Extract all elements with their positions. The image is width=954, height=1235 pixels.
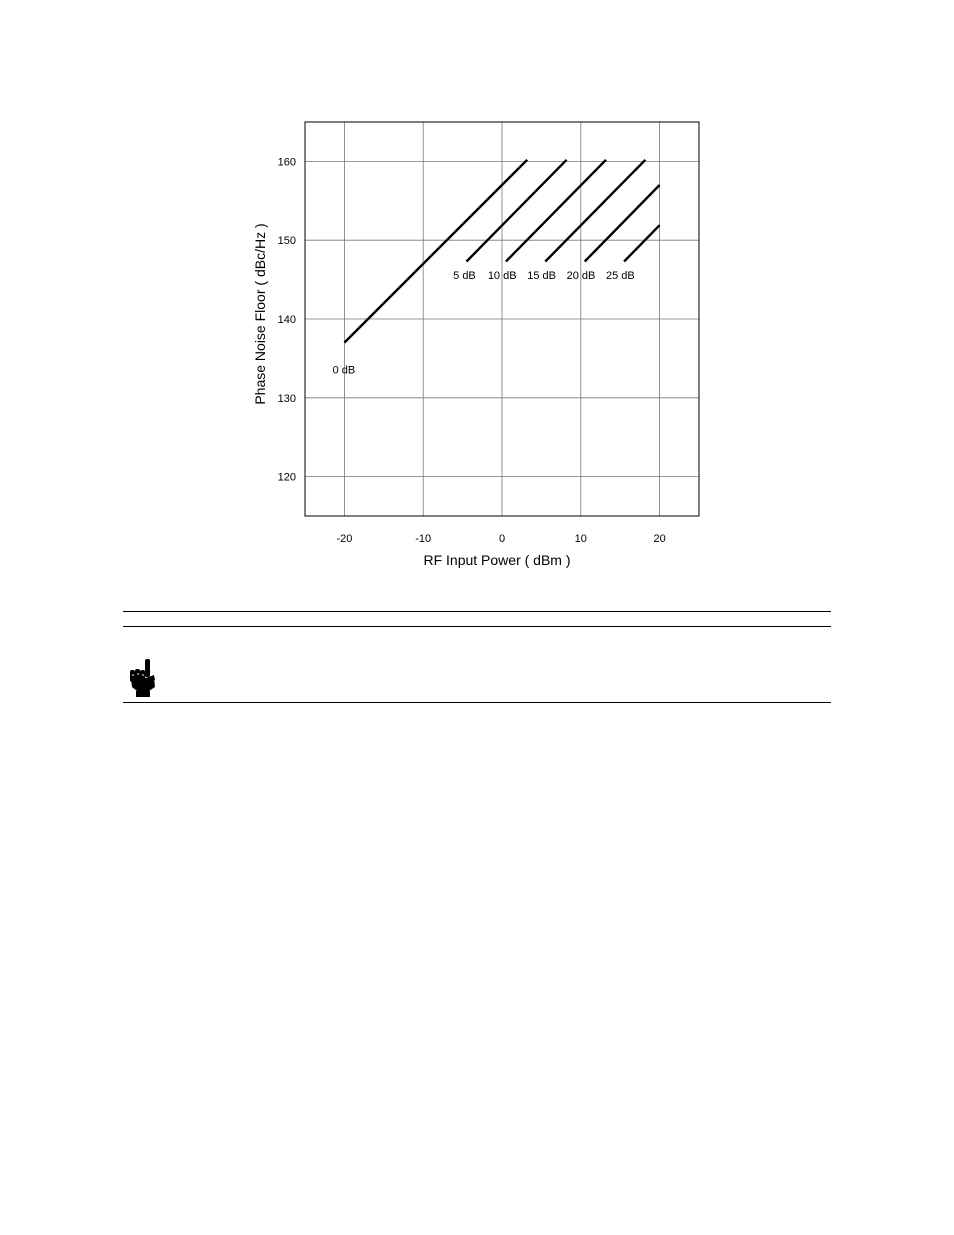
y-tick-label: 160	[277, 156, 296, 169]
series-label: 10 dB	[487, 269, 517, 282]
y-tick-label: 150	[277, 235, 296, 248]
x-tick-label: 10	[574, 533, 587, 545]
series-labels	[333, 270, 635, 377]
series-line	[344, 160, 527, 343]
note-bottom-rule	[123, 702, 831, 703]
series-line	[624, 225, 660, 261]
x-tick-label: -10	[415, 533, 432, 545]
series-label: 5 dB	[453, 269, 476, 282]
y-axis-title: Phase Noise Floor ( dBc/Hz )	[252, 223, 268, 405]
x-axis-title: RF Input Power ( dBm )	[423, 552, 571, 568]
series-label: 15 dB	[527, 269, 556, 282]
series-label: 0 dB	[332, 364, 356, 377]
note-header-rule	[123, 626, 831, 627]
x-tick-label: 0	[498, 533, 506, 545]
grid	[305, 122, 699, 516]
series-label: 20 dB	[566, 269, 596, 282]
x-tick-label: -20	[336, 533, 353, 545]
series-line	[506, 160, 606, 262]
y-tick-label: 120	[277, 471, 296, 484]
y-tick-label: 140	[277, 314, 296, 326]
series-line	[585, 185, 660, 262]
phase-noise-chart	[0, 0, 954, 600]
pointing-hand-icon	[127, 657, 159, 699]
series-line	[545, 160, 645, 262]
series-label: 25 dB	[606, 269, 635, 282]
series-line	[467, 160, 567, 262]
x-tick-label: 20	[653, 533, 666, 545]
note-top-rule	[123, 611, 831, 612]
y-tick-label: 130	[277, 392, 296, 405]
